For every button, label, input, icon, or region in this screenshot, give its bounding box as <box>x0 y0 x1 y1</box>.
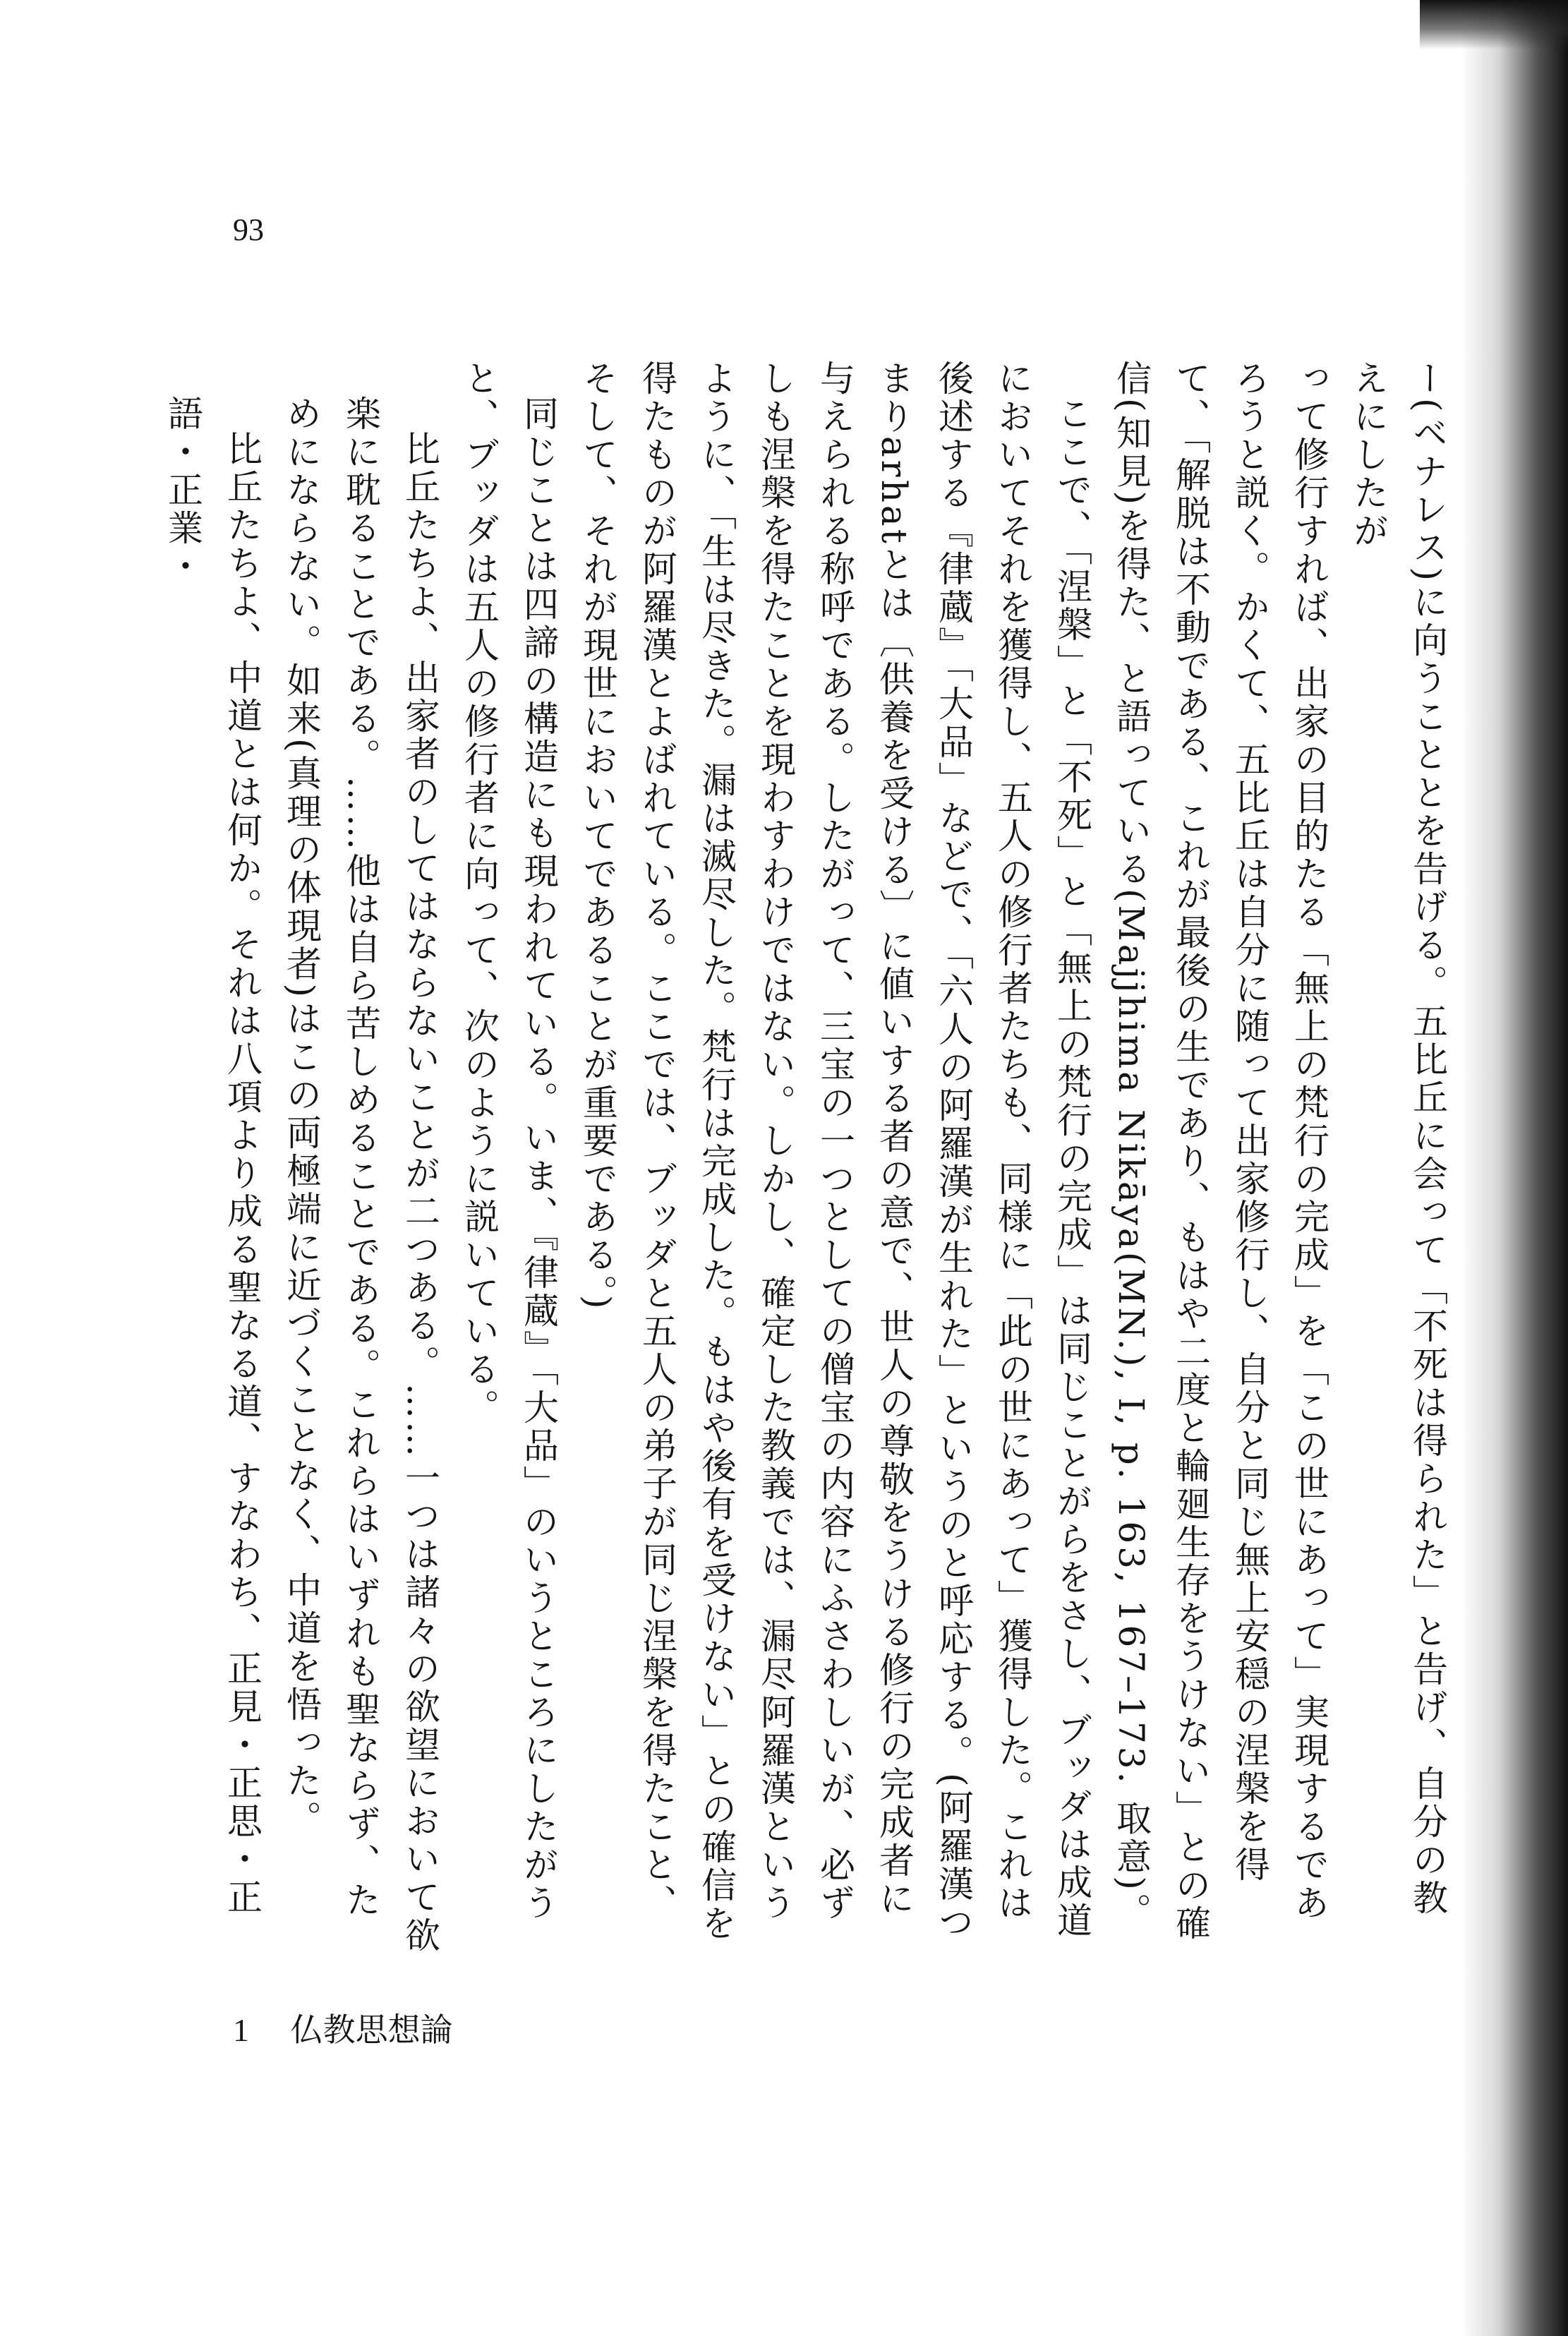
chapter-number: 1 <box>233 2012 249 2048</box>
quote-2: 比丘たちよ、中道とは何か。それは八項より成る聖なる道、すなわち、正見・正思・正語・正業・ <box>162 395 263 1917</box>
page-number: 93 <box>233 212 264 247</box>
vertical-text-body <box>162 360 1457 1955</box>
chapter-title: 仏教思想論 <box>290 2011 453 2049</box>
paragraph-lead-in: ー(ベナレス)に向うこととを告げる。五比丘に会って「不死は得られた」と告げ、自分の教えにしたが <box>1348 360 1448 1918</box>
paragraph-1: って修行すれば、出家の目的たる「無上の梵行の完成」を「この世にあって」実現するであろうと説く。かくて、五比丘は自分に随って出家修行し、自分と同じ無上安穏の涅槃を得て、「解脱は不動である、これが最後の生であり、もはや二度と輪廻生存をうけない」との確信(知見)を得た、と語っている(Majjhima Nikāya(MN.), I, p. 163, 167–173. 取意)。 <box>1111 360 1329 1943</box>
running-footer <box>233 2004 453 2051</box>
scan-shadow-edge <box>1462 0 1568 2336</box>
paragraph-3: 同じことは四諦の構造にも現われている。いま、『律蔵』「大品」のいうところにしたがうと、ブッダは五人の修行者に向って、次のように説いている。 <box>459 360 559 1922</box>
quote-1: 比丘たちよ、出家者のしてはならないことが二つある。……一つは諸々の欲望において欲楽に耽ることである。……他は自ら苦しめることである。これらはいずれも聖ならず、ためにならない。如来(真理の体現者)はこの両極端に近づくことなく、中道を悟った。 <box>281 395 440 1955</box>
paragraph-2: ここで、「涅槃」と「不死」と「無上の梵行の完成」は同じことがらをさし、ブッダは成道においてそれを獲得し、五人の修行者たちも、同様に「此の世にあって」獲得した。これは後述する『律蔵』「大品」などで、「六人の阿羅漢が生れた」というのと呼応する。(阿羅漢つまりarhatとは〔供養を受ける〕に値いする者の意で、世人の尊敬をうける修行の完成者に与えられる称呼である。したがって、三宝の一つとしての僧宝の内容にふさわしいが、必ずしも涅槃を得たことを現わすわけではない。しかし、確定した教義では、漏尽阿羅漢というように、「生は尽きた。漏は滅尽した。梵行は完成した。もはや後有を受けない」との確信を得たものが阿羅漢とよばれている。ここでは、ブッダと五人の弟子が同じ涅槃を得たこと、そして、それが現世においてであることが重要である。) <box>577 360 1092 1943</box>
